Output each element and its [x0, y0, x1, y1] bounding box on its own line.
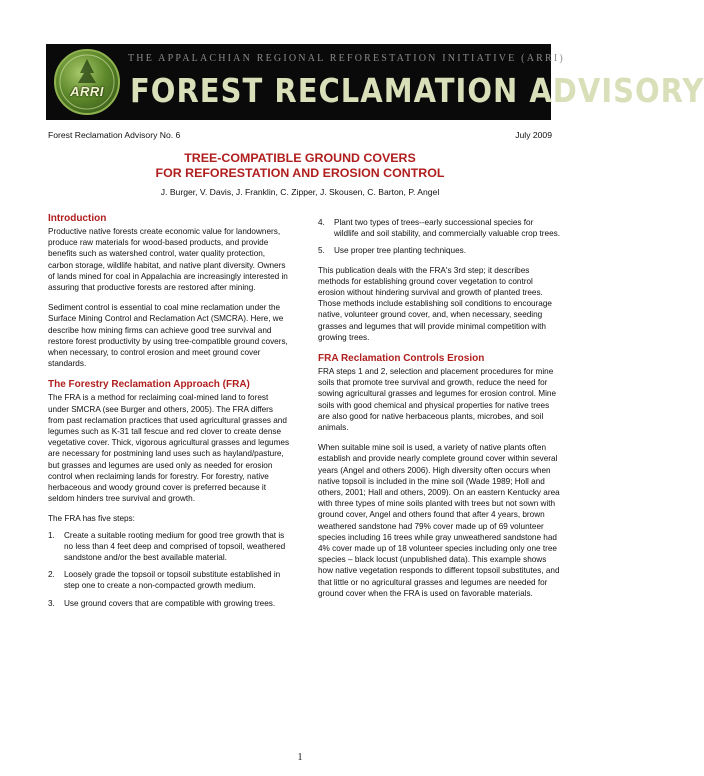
paragraph: FRA steps 1 and 2, selection and placement procedures for mine soils that promote tree survival and growth, reduce the need for sowing agricultural grasses and legumes for erosion control. Mine soils with good chemical and physical properties for native trees are also good for native herbaceous plants, microbes, and soil animals.	[318, 367, 557, 433]
list-number: 2.	[48, 570, 55, 580]
section-heading-introduction: Introduction	[48, 213, 107, 224]
paragraph: When suitable mine soil is used, a variety of native plants often establish and provide nearly complete ground cover within several years (Angel and others 2006). High diversity often occurs when native topsoil is included in the mine soil (Wade 1989; Holl and others, 2001; Hall and others, 2009). On an eastern Kentucky area with three types of mine soils planted with trees but not sown with ground cover, Angel and others found that after 4 years, brown weathered sandstone had 79% cover made up of 69 volunteer species including 16 trees while gray unweathered sandstone had 4% cover made up of 18 volunteer species including only one tree species – black locust (unpublished data). This example shows how native vegetation responds to different topsoil substitutes, and that little or no agricultural grasses and legumes are needed for ground cover when the FRA is used on favorable materials.	[318, 443, 560, 598]
list-text: Loosely grade the topsoil or topsoil substitute established in step one to create a non-compacted growth medium.	[64, 570, 281, 591]
list-number: 3.	[48, 598, 55, 608]
paragraph: This publication deals with the FRA's 3rd step; it describes methods for establishing ground cover vegetation to control erosion without hindering survival and growth of planted trees. Those methods include establishing soil conditions to encourage native, volunteer ground cover, and, when necessary, seeding grasses and legumes that will provide minimal competition with growing trees.	[318, 265, 552, 342]
advisory-series-title: FOREST RECLAMATION ADVISORY	[130, 72, 704, 111]
right-column	[318, 217, 560, 608]
logo-text: ARRI	[70, 84, 104, 99]
section-heading-erosion: FRA Reclamation Controls Erosion	[318, 353, 485, 365]
steps-list	[48, 530, 290, 609]
list-number: 5.	[318, 246, 325, 256]
paragraph: The FRA is a method for reclaiming coal-mined land to forest under SMCRA (see Burger and others, 2005). The FRA differs from past reclamation practices that used agricultural grasses and legumes such as K-31 tall fescue and red clover to create dense vegetative cover. Thick, vigorous agricultural grasses and legumes are necessary for postmining land uses such as hayland/pasture, but grasses and legumes are used only as needed for erosion control when reclaiming lands for forestry. For forestry, native herbaceous and woody ground cover is preferred because it seldom hinders tree survival and growth.	[48, 393, 290, 504]
list-item	[48, 569, 290, 591]
list-text: Use proper tree planting techniques.	[334, 246, 466, 256]
arri-logo	[54, 49, 120, 115]
author-list: J. Burger, V. Davis, J. Franklin, C. Zipper, J. Skousen, C. Barton, P. Angel	[160, 187, 440, 197]
masthead-banner	[46, 44, 704, 120]
publication-date: July 2009	[515, 130, 552, 140]
list-text: Plant two types of trees--early successional species for wildlife and soil stability, and commercially valuable crop trees.	[334, 218, 561, 239]
title-line-1: TREE-COMPATIBLE GROUND COVERS	[184, 151, 416, 165]
advisory-number: Forest Reclamation Advisory No. 6	[48, 130, 181, 140]
list-text: Create a suitable rooting medium for good tree growth that is no less than 4 feet deep and comprised of topsoil, weathered sandstone and/or the best available material.	[64, 530, 286, 563]
list-item	[318, 245, 560, 256]
list-item	[48, 598, 290, 609]
globe-tree-icon	[56, 51, 118, 113]
paragraph: Productive native forests create economic value for landowners, produce raw materials for wood-based products, and provide benefits such as watershed control, water quality protection, carbon storage, wildlife habitat, and native plant diversity. Owners of lands mined for coal in Appalachia are increasingly interested in assuring that productive forests are restored after mining.	[48, 227, 288, 293]
section-heading-fra: The Forestry Reclamation Approach (FRA)	[48, 379, 250, 391]
list-item	[318, 217, 560, 239]
steps-list-continued	[318, 217, 560, 257]
left-column	[48, 212, 290, 617]
list-number: 4.	[318, 218, 325, 227]
title-line-2: FOR REFORESTATION AND EROSION CONTROL	[155, 166, 445, 180]
page-number: 1	[297, 752, 303, 763]
initiative-name: THE APPALACHIAN REGIONAL REFORESTATION INITIATIVE (ARRI)	[128, 53, 565, 64]
paragraph: Sediment control is essential to coal mine reclamation under the Surface Mining Control and Reclamation Act (SMCRA). Here, we describe how mining firms can achieve good tree survival and restore forest productivity by using tree-compatible ground covers, when necessary, to control erosion and meet ground cover standards.	[48, 303, 288, 369]
list-item	[48, 530, 290, 564]
steps-intro: The FRA has five steps:	[48, 514, 135, 524]
list-text: Use ground covers that are compatible with growing trees.	[64, 598, 276, 608]
document-title	[0, 151, 600, 181]
list-number: 1.	[48, 530, 55, 540]
